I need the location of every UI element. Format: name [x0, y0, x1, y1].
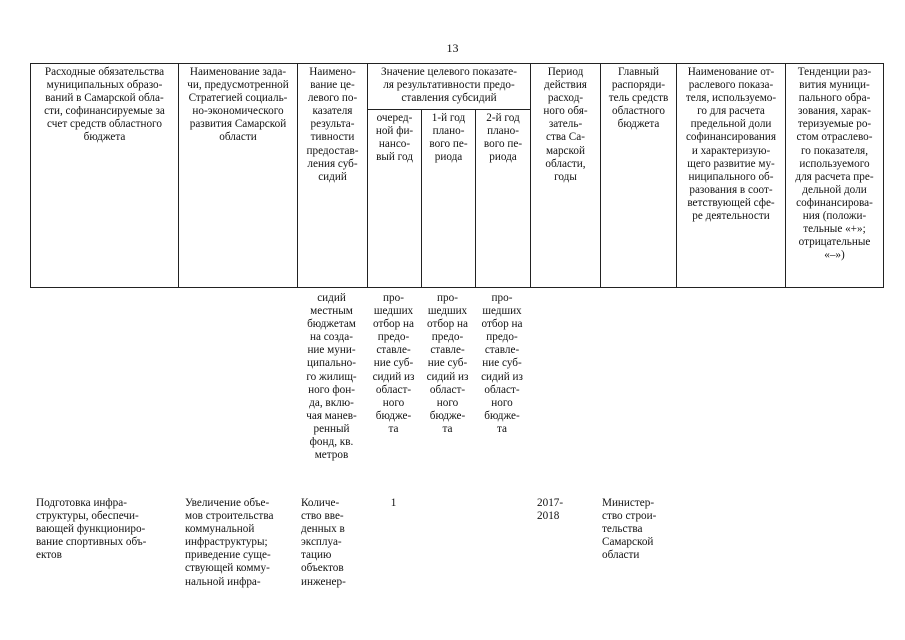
row2-expense-obligation: Подготовка инфра- структуры, обеспечи- вающей функциониро- вание спортивных объ- ектов [36, 497, 147, 562]
header-planning-year-1: 1-й год плано- вого пе- риода [429, 112, 468, 164]
header-expense-obligations: Расходные обязательства муниципальных образо- ваний в Самарской обла- сти, софинансируемые за счет средств областного бюджета [44, 66, 165, 144]
header-indicator-name: Наимено- вание це- левого по- казателя результа- тивности предостав- ления суб- сидий [306, 66, 359, 183]
row2-main-administrator: Министер- ство строи- тельства Самарской области [602, 497, 657, 562]
header-planning-year-2: 2-й год плано- вого пе- риода [483, 112, 523, 164]
table-header [30, 63, 884, 288]
cont-planning-year-2: про- шедших отбор на предо- ставле- ние суб- сидий из област- ного бюдже- та [481, 292, 523, 435]
row2-indicator-name: Количе- ство вве- денных в эксплуа- тацию объектов инженер- [301, 497, 346, 588]
cont-indicator-name: сидий местным бюджетам на созда- ние муни- ципально- го жилищ- ного фон- да, вклю- чая манев- ренный фонд, кв. метров [306, 292, 357, 462]
header-task-name: Наименование зада- чи, предусмотренной Стратегией социаль- но-экономического развития Самарской области [187, 66, 289, 144]
header-target-value-group: Значение целевого показате- ля результативности предо- ставления субсидий [381, 66, 517, 105]
header-trends: Тенденции раз- вития муници- пального обра- зования, харак- теризуемые ро- стом отраслево- го показателя, используемого для расчета пре- дельной доли софинансирова- ния (положи- тельные «+»; отрицательные «–») [795, 66, 874, 262]
row2-task-name: Увеличение объе- мов строительства коммунальной инфраструктуры; приведение суще- ствующей комму- нальной инфра- [185, 497, 274, 588]
cont-planning-year-1: про- шедших отбор на предо- ставле- ние суб- сидий из област- ного бюдже- та [426, 292, 469, 435]
row2-period: 2017- 2018 [537, 497, 564, 523]
header-current-year: очеред- ной фи- нансо- вый год [375, 112, 414, 164]
row2-current-year-value: 1 [390, 497, 397, 509]
header-main-administrator: Главный распоряди- тель средств областного бюджета [608, 66, 669, 131]
header-sector-indicator: Наименование от- раслевого показа- теля, используемо- го для расчета предельной доли софинансирования и характеризую- щего развитие му- ниципального об- разования в соот- ветствующей сфе- ре деятельности [685, 66, 777, 223]
page-number: 13 [446, 41, 459, 55]
cont-current-year: про- шедших отбор на предо- ставле- ние суб- сидий из област- ного бюдже- та [372, 292, 415, 435]
header-period: Период действия расход- ного обя- затель- ства Са- марской области, годы [543, 66, 588, 183]
